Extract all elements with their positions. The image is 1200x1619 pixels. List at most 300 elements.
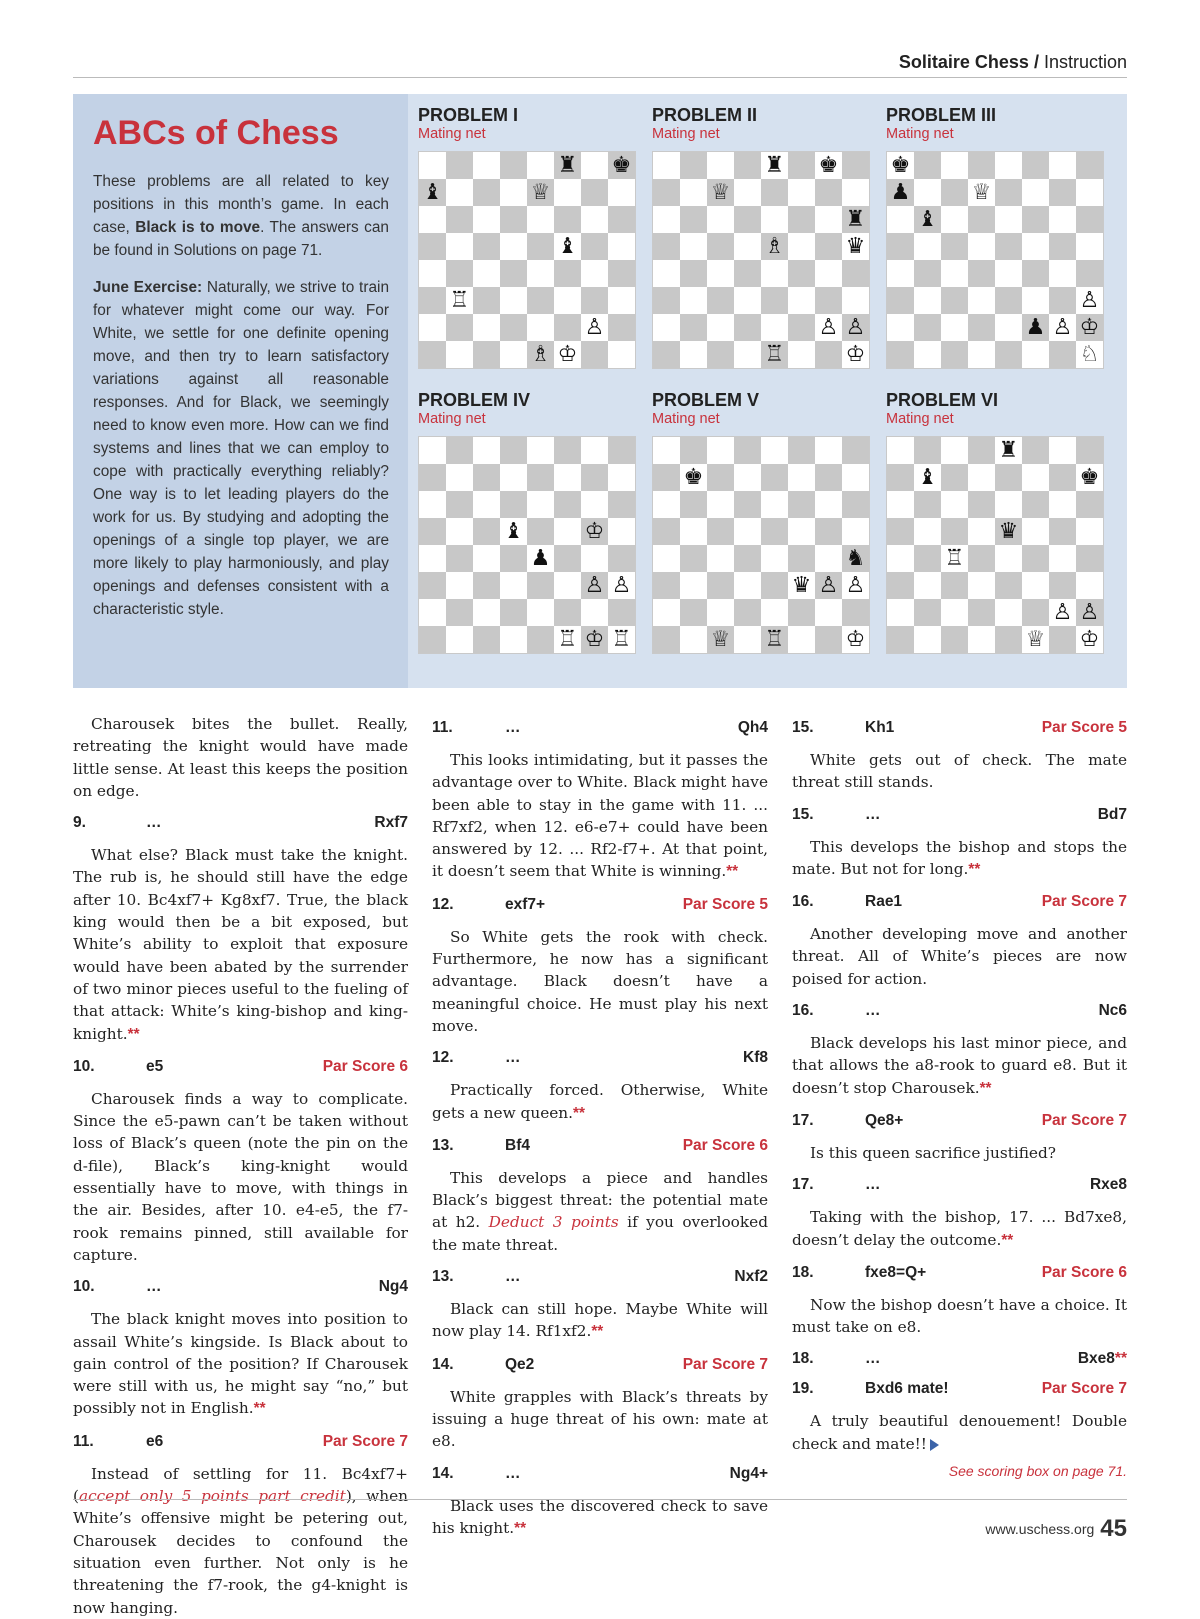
white-rook-icon: ♖ [449,288,470,313]
move-line [432,1356,768,1374]
board-square [653,179,680,206]
board-square [473,545,500,572]
board-square [500,206,527,233]
board-square [914,179,941,206]
move-number: 16. [792,1002,814,1020]
board-square [473,233,500,260]
white-king-icon: ♔ [1079,315,1100,340]
board-square [419,287,446,314]
board-square [788,341,815,368]
chess-board [418,436,636,654]
white-rook-icon: ♖ [764,627,785,652]
board-square [995,341,1022,368]
problem-title: PROBLEM II [652,105,758,125]
move-number: 13. [432,1268,454,1286]
board-square [1049,491,1076,518]
board-square [815,518,842,545]
move-white: … [505,1268,521,1286]
paragraph-text: What else? Black must take the knight. The rub is, he should still have the edge after 10. Bc4xf7+ Kg8xf7. True, the black king would then be a bit exposed, but White’s ability to exploit that exposure would have been abated by the surrender of two minor pieces useful to the fueling of that attack: White’s king-bishop and king-knight. [73,846,408,1043]
white-knight-icon: ♘ [1079,342,1100,367]
white-rook-icon: ♖ [764,342,785,367]
page-number: 45 [1100,1515,1127,1542]
board-square [527,287,554,314]
problem-title: PROBLEM IV [418,390,531,410]
paragraph [432,1495,768,1541]
board-square [446,599,473,626]
board-square [1022,518,1049,545]
board-square [446,314,473,341]
board-square [734,260,761,287]
paragraph [792,1032,1127,1100]
board-square [446,518,473,545]
chess-board [652,151,870,369]
white-pawn-icon: ♙ [845,573,866,598]
white-pawn-icon: ♙ [845,315,866,340]
board-square [995,599,1022,626]
problem-1 [418,105,634,367]
board-square [680,314,707,341]
par-score: Par Score 6 [322,1057,408,1075]
board-square [1049,179,1076,206]
board-square [914,152,941,179]
asterisks: ** [514,1519,527,1537]
board-square [1022,599,1049,626]
board-square [581,287,608,314]
board-square [446,626,473,653]
paragraph [432,1167,768,1256]
board-square [941,491,968,518]
problem-5 [652,390,868,652]
chess-board [418,151,636,369]
move-white: … [505,1049,521,1067]
board-square [680,341,707,368]
move-line [432,1049,768,1067]
paragraph: Charousek finds a way to complicate. Since the e5-pawn can’t be taken without loss of Black’s queen (note the pin on the d-file), Black’s king-knight would essentially have to move, with things in the air. Besides, after 10. e4-e5, the f7-rook remains pinned, still available for capture. [73,1089,408,1264]
board-square [761,314,788,341]
paragraph: Is this queen sacrifice justified? [810,1143,1056,1162]
board-square [788,437,815,464]
board-square [941,518,968,545]
board-square [914,260,941,287]
board-square [734,545,761,572]
board-square [995,491,1022,518]
board-square [788,206,815,233]
board-square [500,437,527,464]
move-black: Nxf2 [734,1268,768,1286]
intro-text: These problems are all related to key positions in this month’s game. In each case, [93,173,389,236]
black-rook-icon: ♜ [764,153,785,178]
board-square [995,179,1022,206]
white-queen-icon: ♕ [710,627,731,652]
par-score: Par Score 7 [1041,1111,1127,1129]
asterisks: ** [979,1079,992,1097]
board-square [473,152,500,179]
board-square [527,437,554,464]
board-square [734,287,761,314]
move-white: … [865,1176,881,1194]
board-square [419,464,446,491]
board-square [446,491,473,518]
problem-title: PROBLEM VI [886,390,999,410]
board-square [914,518,941,545]
board-square [887,287,914,314]
board-square [653,206,680,233]
problem-subtitle: Mating net [418,411,486,427]
intro-bold: Black is to move [135,219,261,236]
board-square [941,599,968,626]
board-square [554,545,581,572]
board-square [941,152,968,179]
board-square [1022,287,1049,314]
board-square [608,437,635,464]
chess-board [886,436,1104,654]
board-square [653,233,680,260]
board-square [734,152,761,179]
black-queen-icon: ♛ [845,234,866,259]
board-square [914,491,941,518]
board-square [941,572,968,599]
board-square [1049,341,1076,368]
board-square [500,179,527,206]
board-square [473,179,500,206]
white-rook-icon: ♖ [944,546,965,571]
move-white: … [146,1278,162,1296]
board-square [761,518,788,545]
board-square [968,599,995,626]
white-pawn-icon: ♙ [1079,288,1100,313]
problem-title: PROBLEM V [652,390,760,410]
white-king-icon: ♔ [1079,627,1100,652]
board-square [473,260,500,287]
board-square [941,437,968,464]
board-square [527,152,554,179]
problem-subtitle: Mating net [886,126,954,142]
board-square [608,179,635,206]
board-square [707,464,734,491]
board-square [941,626,968,653]
board-square [968,152,995,179]
move-line [792,719,1127,737]
board-square [680,599,707,626]
move-line [73,1058,408,1076]
white-bishop-icon: ♗ [764,234,785,259]
move-text: Bxe8 [1077,1350,1115,1368]
move-line [792,1002,1127,1020]
board-square [788,626,815,653]
paragraph [73,1463,408,1619]
board-square [527,626,554,653]
paragraph [432,749,768,884]
move-white: fxe8=Q+ [865,1263,927,1281]
intro-text: . The answers can be found in Solutions on page 71. [93,219,389,259]
asterisks: ** [573,1104,585,1122]
board-square [941,179,968,206]
board-square [419,152,446,179]
board-square [761,206,788,233]
board-square [995,206,1022,233]
board-square [707,437,734,464]
board-square [581,491,608,518]
asterisks: ** [726,863,739,881]
board-square [554,437,581,464]
board-square [968,206,995,233]
end-mark-icon [930,1439,939,1451]
board-square [734,572,761,599]
board-square [473,491,500,518]
move-black: Kf8 [743,1049,768,1067]
black-bishop-icon: ♝ [503,519,524,544]
board-square [473,206,500,233]
move-white: … [146,814,162,832]
board-square [887,206,914,233]
problem-subtitle: Mating net [418,126,486,142]
board-square [815,626,842,653]
board-square [707,599,734,626]
board-square [1076,572,1103,599]
board-square [500,491,527,518]
board-square [419,260,446,287]
board-square [815,287,842,314]
move-number: 10. [73,1278,95,1296]
board-square [734,599,761,626]
problem-subtitle: Mating net [652,411,720,427]
board-square [527,464,554,491]
problem-4 [418,390,634,652]
board-square [419,233,446,260]
board-square [734,491,761,518]
black-rook-icon: ♜ [557,153,578,178]
board-square [707,341,734,368]
white-pawn-icon: ♙ [611,573,632,598]
board-square [419,491,446,518]
board-square [554,287,581,314]
black-king-icon: ♚ [611,153,632,178]
asterisks: ** [127,1025,140,1043]
board-square [500,341,527,368]
move-white: Bf4 [505,1136,530,1154]
black-bishop-icon: ♝ [422,180,443,205]
board-square [914,599,941,626]
paragraph-text: This develops a piece and handles Black’s biggest threat: the potential mate at h2. [432,1168,768,1232]
board-square [680,179,707,206]
board-square [419,626,446,653]
paragraph-text: This looks intimidating, but it passes the advantage over to White. Black might have been able to stay in the game with 11. ... Rf7xf2, when 12. e6-e7+ could have been answered by 12. ... Rf2-f7+. At that point, it doesn’t seem that White is winning. [432,751,768,881]
board-square [1076,206,1103,233]
board-square [608,206,635,233]
asterisks: ** [591,1323,604,1341]
board-square [734,233,761,260]
white-king-icon: ♔ [557,342,578,367]
board-square [653,341,680,368]
board-square [680,233,707,260]
board-square [887,233,914,260]
board-square [608,599,635,626]
board-square [941,260,968,287]
white-pawn-icon: ♙ [1052,315,1073,340]
board-square [941,233,968,260]
header-section: Solitaire Chess [898,52,1029,72]
board-square [554,314,581,341]
move-line [792,806,1127,824]
move-number: 17. [792,1176,814,1194]
board-square [761,599,788,626]
chess-board [652,436,870,654]
board-square [887,341,914,368]
board-square [554,491,581,518]
board-square [680,152,707,179]
paragraph-text: Instead of settling for 11. Bc4xf7+ ( [73,1464,408,1506]
board-square [1076,179,1103,206]
board-square [914,287,941,314]
paragraph: Now the bishop doesn’t have a choice. It must take on e8. [792,1295,1127,1337]
white-rook-icon: ♖ [611,627,632,652]
board-square [887,491,914,518]
white-pawn-icon: ♙ [1079,600,1100,625]
white-king-icon: ♔ [584,519,605,544]
problem-2 [652,105,868,367]
board-square [968,464,995,491]
board-square [653,464,680,491]
paragraph-text: Black can still hope. Maybe White will now play 14. Rf1xf2. [432,1300,768,1341]
board-square [581,545,608,572]
paragraph [792,836,1127,882]
par-score: Par Score 5 [1041,719,1127,736]
board-square [734,314,761,341]
board-square [500,464,527,491]
paragraph: White grapples with Black’s threats by issuing a huge threat of his own: mate at e8. [432,1387,768,1451]
move-white: … [505,719,521,736]
board-square [446,464,473,491]
board-square [815,437,842,464]
board-square [842,464,869,491]
move-number: 15. [792,805,814,823]
board-square [761,491,788,518]
board-square [968,572,995,599]
paragraph-text: This develops the bishop and stops the mate. But not for long. [792,837,1127,878]
move-white: Qe8+ [865,1111,904,1129]
board-square [887,260,914,287]
board-square [815,260,842,287]
move-line [792,893,1127,911]
white-pawn-icon: ♙ [1052,600,1073,625]
paragraph-text: Black develops his last minor piece, and that allows the a8-rook to guard e8. But it doesn’t stop Charousek. [792,1034,1127,1097]
par-score: Par Score 7 [322,1432,408,1450]
white-bishop-icon: ♗ [530,342,551,367]
board-square [968,545,995,572]
move-line [792,1380,1127,1398]
board-square [842,599,869,626]
board-square [554,572,581,599]
paragraph-text: Taking with the bishop, 17. ... Bd7xe8, doesn’t delay the outcome. [792,1208,1127,1249]
board-square [653,626,680,653]
article-column-1 [73,713,408,1619]
board-square [653,599,680,626]
white-queen-icon: ♕ [710,180,731,205]
intro-bold: June Exercise: [93,279,203,296]
board-square [500,152,527,179]
board-square [1049,518,1076,545]
board-square [734,341,761,368]
move-number: 11. [432,719,453,736]
board-square [995,545,1022,572]
board-square [608,491,635,518]
par-score: Par Score 7 [682,1355,768,1373]
black-queen-icon: ♛ [791,573,812,598]
board-square [914,545,941,572]
board-square [707,152,734,179]
problem-title: PROBLEM I [418,105,519,125]
black-pawn-icon: ♟ [1025,315,1046,340]
board-square [842,287,869,314]
board-square [761,179,788,206]
board-square [707,260,734,287]
board-square [680,491,707,518]
board-square [581,341,608,368]
move-black: Qh4 [737,719,768,736]
move-black: Nc6 [1098,1002,1127,1020]
board-square [608,464,635,491]
board-square [653,437,680,464]
board-square [995,287,1022,314]
board-square [581,599,608,626]
board-square [995,314,1022,341]
black-rook-icon: ♜ [998,438,1019,463]
board-square [608,287,635,314]
paragraph-text: Black uses the discovered check to save his knight. [432,1496,768,1537]
move-number: 18. [792,1263,814,1281]
black-king-icon: ♚ [818,153,839,178]
header-rule [73,77,1127,78]
board-square [842,152,869,179]
board-square [1049,287,1076,314]
move-black: Ng4+ [729,1464,768,1482]
board-square [419,437,446,464]
board-square [815,206,842,233]
par-score: Par Score 5 [682,895,768,913]
board-square [734,464,761,491]
board-square [446,179,473,206]
board-square [761,464,788,491]
board-square [1049,437,1076,464]
board-square [788,545,815,572]
board-square [788,314,815,341]
problem-subtitle: Mating net [886,411,954,427]
move-number: 18. [792,1350,814,1368]
move-line [73,814,408,832]
board-square [1076,491,1103,518]
board-square [1022,233,1049,260]
board-square [887,518,914,545]
board-square [680,626,707,653]
board-square [734,626,761,653]
board-square [554,260,581,287]
board-square [842,260,869,287]
black-knight-icon: ♞ [845,546,866,571]
board-square [788,260,815,287]
white-queen-icon: ♕ [971,180,992,205]
board-square [968,260,995,287]
board-square [653,260,680,287]
intro-paragraph-1 [93,170,389,262]
board-square [581,464,608,491]
board-square [446,260,473,287]
asterisks: ** [253,1400,266,1418]
board-square [1076,545,1103,572]
move-line [432,719,768,737]
board-square [707,518,734,545]
move-white: … [865,1002,881,1020]
board-square [446,437,473,464]
